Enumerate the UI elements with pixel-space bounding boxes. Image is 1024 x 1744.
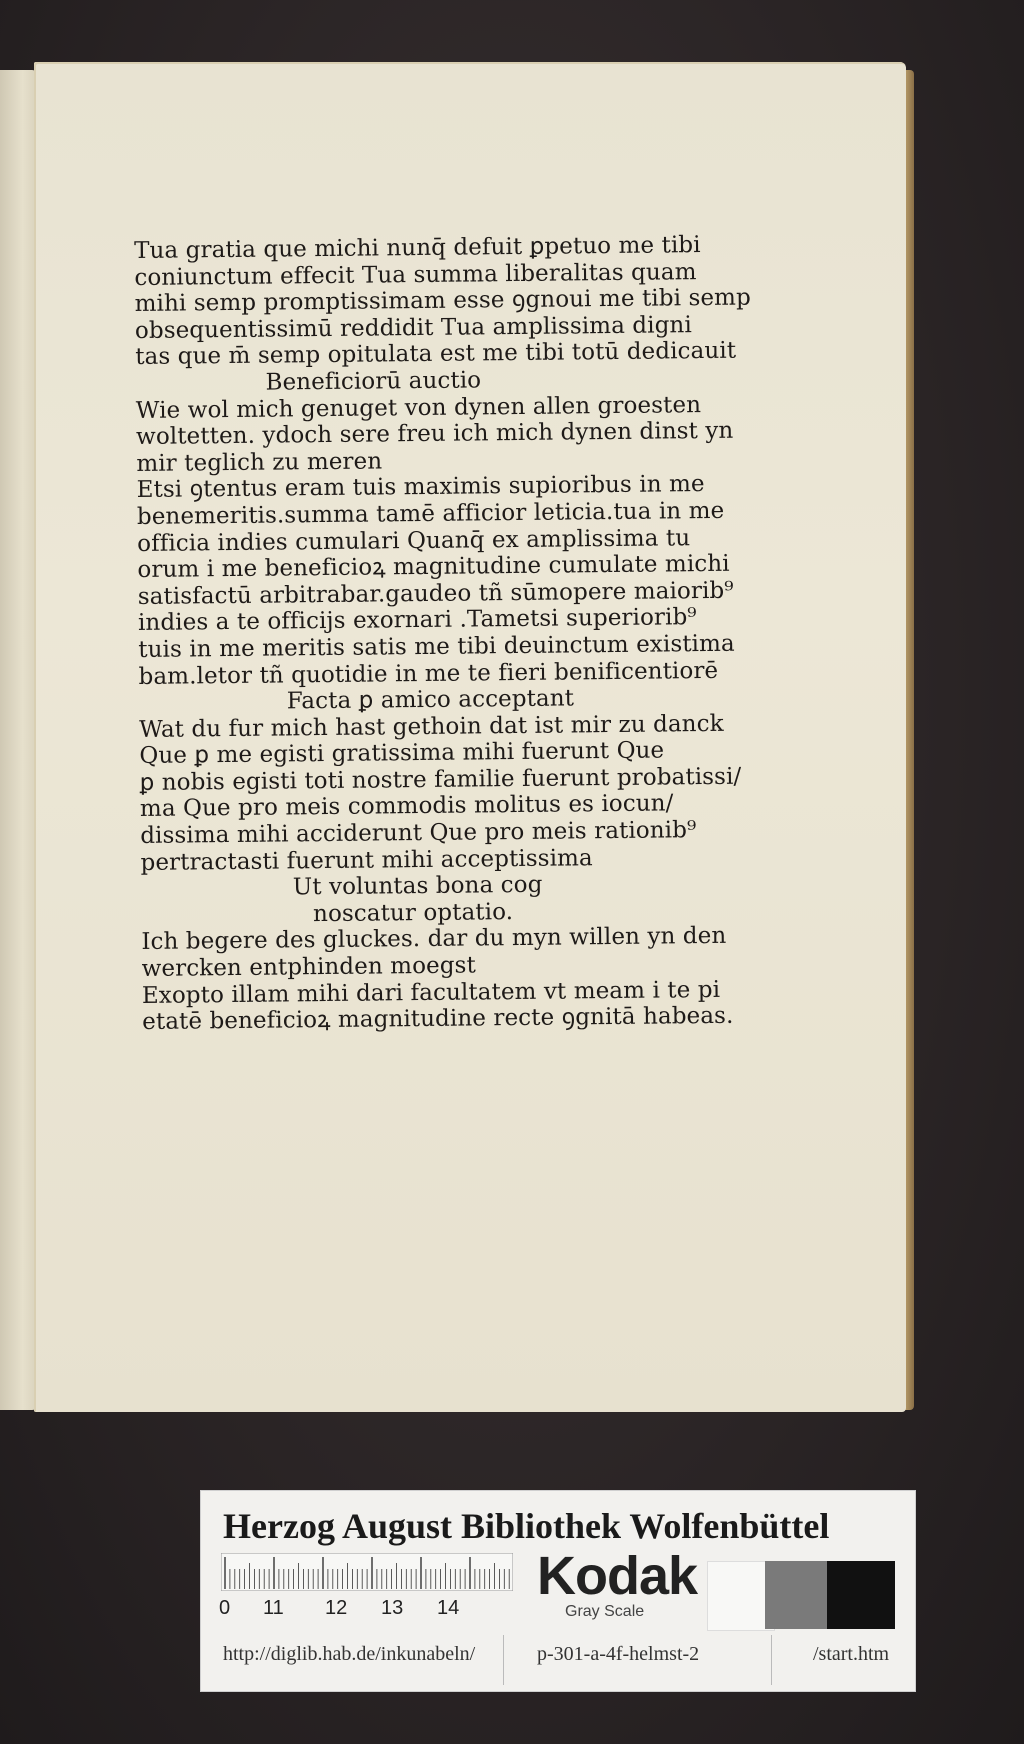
url-suffix: /start.htm	[813, 1643, 890, 1665]
url-divider	[503, 1635, 504, 1685]
library-title: Herzog August Bibliothek Wolfenbüttel	[223, 1506, 830, 1546]
text-line: dissima mihi acciderunt Que pro meis rationib⁹	[140, 817, 697, 850]
text-line: Tua gratia que michi nunq̄ defuit ꝑpetuo me tibi	[134, 232, 701, 264]
text-line: Wie wol mich genuget von dynen allen groesten	[135, 391, 702, 424]
text-line: pertractasti fuerunt mihi acceptissima	[140, 844, 593, 876]
previous-page-edge	[0, 70, 38, 1410]
text-line: obsequentissimū reddidit Tua amplissima digni	[134, 311, 692, 344]
text-line: Exopto illam mihi dari facultatem vt meam i te pi	[141, 976, 721, 1009]
text-line: indies a te officijs exornari .Tametsi superiorib⁹	[137, 604, 697, 637]
gray-swatch	[765, 1561, 827, 1629]
text-line: orum i me beneficioꝝ magnitudine cumulate michi	[137, 550, 730, 584]
section-heading: noscatur optatio.	[312, 898, 514, 928]
text-line: ma Que pro meis commodis molitus es iocun/	[139, 790, 674, 823]
black-swatch	[827, 1561, 895, 1629]
text-line: wercken entphinden moegst	[141, 952, 476, 982]
measurement-ruler	[221, 1553, 513, 1591]
ruler-labels	[219, 1597, 519, 1619]
kodak-logo: Kodak	[537, 1546, 698, 1606]
text-line: benemeritis.summa tamē afficior leticia.tua in me	[136, 497, 725, 530]
target-card	[200, 1490, 916, 1692]
text-line: tas que m̄ semp opitulata est me tibi totū dedicauit	[135, 338, 737, 371]
ruler-label: 0	[219, 1597, 231, 1619]
ruler-label: 13	[381, 1597, 404, 1619]
text-line: officia indies cumulari Quanq̄ ex amplissima tu	[137, 524, 691, 557]
text-line: satisfactū arbitrabar.gaudeo tñ sūmopere maiorib⁹	[137, 577, 734, 610]
text-line: woltetten. ydoch sere freu ich mich dynen dinst yn	[135, 417, 734, 451]
page-text-block	[134, 232, 751, 1036]
url-shelfmark: p-301-a-4f-helmst-2	[537, 1643, 700, 1665]
text-line: Etsi ꝯtentus eram tuis maximis supioribus in me	[136, 471, 705, 504]
text-line: Wat du fur mich hast gethoin dat ist mir zu danck	[139, 710, 724, 743]
url-row	[223, 1643, 903, 1677]
ruler-label: 14	[437, 1597, 460, 1619]
text-line: coniunctum effecit Tua summa liberalitas quam	[134, 258, 697, 291]
url-divider	[771, 1635, 772, 1685]
text-line: Que ꝑ me egisti gratissima mihi fuerunt Que	[139, 737, 665, 770]
ruler-label: 12	[325, 1597, 348, 1619]
text-line: bam.letor tñ quotidie in me te fieri benificentiorē	[138, 657, 719, 690]
text-line: mihi semp promptissimam esse ꝯgnoui me tibi semp	[134, 284, 751, 318]
text-line: mir teglich zu meren	[136, 448, 383, 477]
url-base: http://diglib.hab.de/inkunabeln/	[223, 1643, 476, 1665]
gray-scale-label: Gray Scale	[565, 1603, 645, 1620]
section-heading: Facta ꝑ amico acceptant	[286, 685, 575, 715]
section-heading: Ut voluntas bona cog	[292, 872, 543, 901]
text-line: ꝑ nobis egisti toti nostre familie fuerunt probatissi/	[139, 763, 742, 796]
text-line: tuis in me meritis satis me tibi deuinctum existima	[138, 630, 735, 663]
text-line: Ich begere des gluckes. dar du myn willen yn den	[141, 923, 727, 956]
text-line: etatē beneficioꝝ magnitudine recte ꝯgnitā habeas.	[142, 1002, 734, 1036]
section-heading: Beneficiorū auctio	[265, 367, 482, 396]
ruler-label: 11	[263, 1597, 284, 1619]
